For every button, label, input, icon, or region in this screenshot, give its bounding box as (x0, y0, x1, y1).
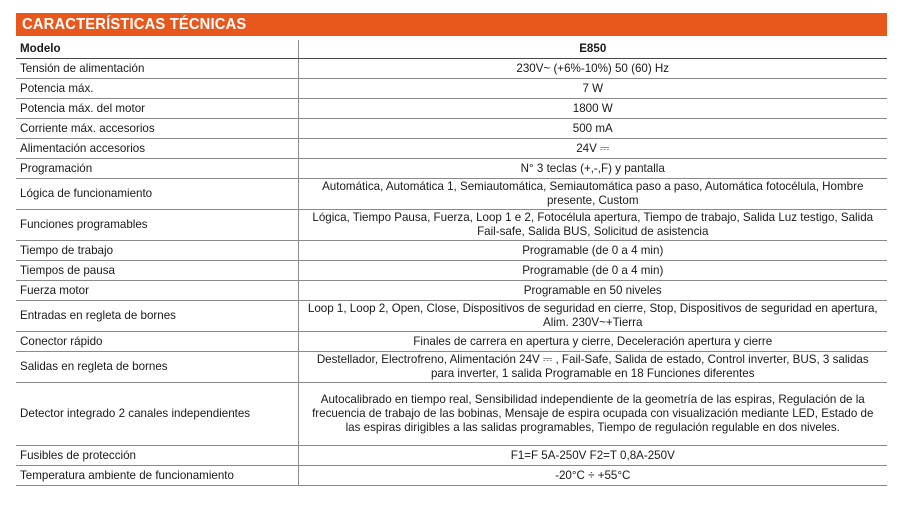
row-label: Salidas en regleta de bornes (16, 352, 298, 383)
row-label: Potencia máx. del motor (16, 99, 298, 119)
row-value: 1800 W (298, 99, 887, 119)
table-row (16, 79, 887, 99)
table-row (16, 301, 887, 332)
row-label: Entradas en regleta de bornes (16, 301, 298, 332)
table-row (16, 159, 887, 179)
section-title-bar (16, 13, 887, 36)
table-row (16, 446, 887, 466)
row-value: Lógica, Tiempo Pausa, Fuerza, Loop 1 e 2, Fotocélula apertura, Tiempo de trabajo, Salida Luz testigo, Salida Fail-safe, Salida BUS, Solicitud de asistencia (298, 210, 887, 241)
row-label: Detector integrado 2 canales independientes (16, 383, 298, 446)
row-label: Tensión de alimentación (16, 59, 298, 79)
table-row (16, 383, 887, 446)
table-row (16, 99, 887, 119)
row-value: Programable (de 0 a 4 min) (298, 261, 887, 281)
row-value: N° 3 teclas (+,-,F) y pantalla (298, 159, 887, 179)
table-row (16, 59, 887, 79)
row-value: Programable en 50 niveles (298, 281, 887, 301)
row-value: 230V~ (+6%-10%) 50 (60) Hz (298, 59, 887, 79)
header-value: E850 (298, 40, 887, 59)
row-label: Funciones programables (16, 210, 298, 241)
row-label: Potencia máx. (16, 79, 298, 99)
row-label: Tiempos de pausa (16, 261, 298, 281)
row-label: Alimentación accesorios (16, 139, 298, 159)
row-value: Loop 1, Loop 2, Open, Close, Dispositivos de seguridad en cierre, Stop, Dispositivos de seguridad en apertura, Alim. 230V~+Tierra (298, 301, 887, 332)
row-value: -20°C ÷ +55°C (298, 466, 887, 486)
table-row (16, 261, 887, 281)
table-header-row (16, 40, 887, 59)
row-value: 7 W (298, 79, 887, 99)
table-row (16, 281, 887, 301)
row-value: Autocalibrado en tiempo real, Sensibilidad independiente de la geometría de las espiras, Regulación de la frecuencia de trabajo de las bobinas, Mensaje de espira ocupada con visualización mediante LED, Estado de las espiras dirigibles a las salidas programables, Tiempo de regulación regulable en dos niveles. (298, 383, 887, 446)
row-label: Corriente máx. accesorios (16, 119, 298, 139)
row-value: Destellador, Electrofreno, Alimentación 24V ⎓ , Fail-Safe, Salida de estado, Control inverter, BUS, 3 salidas para inverter, 1 salida Programable en 18 Funciones diferentes (298, 352, 887, 383)
row-value: Automática, Automática 1, Semiautomática, Semiautomática paso a paso, Automática fotocélula, Hombre presente, Custom (298, 179, 887, 210)
row-label: Tiempo de trabajo (16, 241, 298, 261)
table-row (16, 139, 887, 159)
table-row (16, 466, 887, 486)
row-value: Finales de carrera en apertura y cierre, Deceleración apertura y cierre (298, 332, 887, 352)
specifications-table (16, 40, 887, 486)
row-label: Fusibles de protección (16, 446, 298, 466)
row-label: Programación (16, 159, 298, 179)
table-row (16, 179, 887, 210)
row-value: 500 mA (298, 119, 887, 139)
header-label: Modelo (16, 40, 298, 59)
table-row (16, 332, 887, 352)
row-label: Conector rápido (16, 332, 298, 352)
section-title: CARACTERÍSTICAS TÉCNICAS (22, 16, 247, 33)
row-value: F1=F 5A-250V F2=T 0,8A-250V (298, 446, 887, 466)
table-row (16, 352, 887, 383)
row-label: Temperatura ambiente de funcionamiento (16, 466, 298, 486)
table-row (16, 210, 887, 241)
specifications-sheet (16, 13, 887, 486)
table-row (16, 119, 887, 139)
row-label: Fuerza motor (16, 281, 298, 301)
row-value: Programable (de 0 a 4 min) (298, 241, 887, 261)
table-row (16, 241, 887, 261)
row-label: Lógica de funcionamiento (16, 179, 298, 210)
row-value: 24V ⎓ (298, 139, 887, 159)
